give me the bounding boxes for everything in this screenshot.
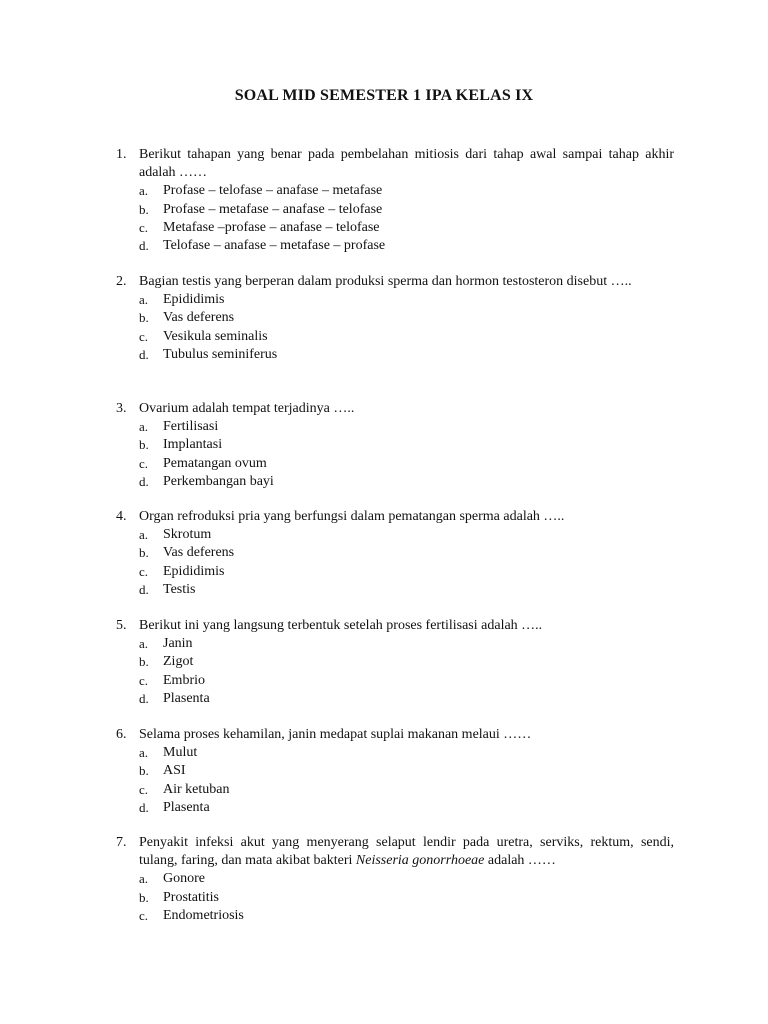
option-letter: c. <box>139 563 149 579</box>
option-letter: c. <box>139 328 149 344</box>
option-text: Air ketuban <box>163 781 230 797</box>
option-d <box>139 690 674 708</box>
option-letter: b. <box>139 310 149 326</box>
option-letter: b. <box>139 545 149 561</box>
option-text: Endometriosis <box>163 907 244 923</box>
option-text: Implantasi <box>163 437 223 453</box>
question-text: Berikut ini yang langsung terbentuk setelah proses fertilisasi adalah ….. <box>139 618 543 633</box>
bacteria-name: Neisseria gonorrhoeae <box>355 853 485 869</box>
option-text: Plasenta <box>163 799 210 815</box>
option-b <box>139 762 674 780</box>
option-a <box>139 635 674 653</box>
option-letter: b. <box>139 437 149 453</box>
question-number: 2. <box>116 274 127 289</box>
option-text: Profase – telofase – anafase – metafase <box>163 183 383 199</box>
option-b <box>139 544 674 562</box>
option-b <box>139 889 674 907</box>
option-text: Pematangan ovum <box>163 455 267 471</box>
option-text: Vesikula seminalis <box>163 328 268 344</box>
question-text: Ovarium adalah tempat terjadinya ….. <box>139 401 355 416</box>
option-letter: c. <box>139 219 149 235</box>
option-letter: d. <box>139 346 149 362</box>
option-c <box>139 328 674 346</box>
option-letter: c. <box>139 455 149 471</box>
option-a <box>139 744 674 762</box>
option-b <box>139 653 674 671</box>
question-2 <box>116 273 674 364</box>
option-text: Gonore <box>163 871 205 887</box>
option-text: Epididimis <box>163 563 225 579</box>
question-number: 5. <box>116 618 127 633</box>
option-b <box>139 201 674 219</box>
option-c <box>139 672 674 690</box>
option-text: Perkembangan bayi <box>163 473 274 489</box>
option-c <box>139 563 674 581</box>
question-text-after: adalah …… <box>484 853 556 869</box>
option-c <box>139 907 674 925</box>
option-letter: a. <box>139 745 149 761</box>
option-text: Mulut <box>163 745 198 761</box>
option-text: Testis <box>163 581 196 597</box>
option-letter: a. <box>139 419 149 435</box>
option-text: Telofase – anafase – metafase – profase <box>163 237 386 253</box>
option-a <box>139 526 674 544</box>
question-number: 4. <box>116 509 127 524</box>
option-letter: a. <box>139 871 149 887</box>
option-b <box>139 436 674 454</box>
option-letter: a. <box>139 292 149 308</box>
question-number: 3. <box>116 401 127 416</box>
option-text: Janin <box>163 636 193 652</box>
question-text: Organ refroduksi pria yang berfungsi dalam pematangan sperma adalah ….. <box>139 509 565 524</box>
option-letter: d. <box>139 473 149 489</box>
option-text: Metafase –profase – anafase – telofase <box>163 219 380 235</box>
option-d <box>139 581 674 599</box>
question-text-before: Penyakit infeksi akut yang menyerang selaput lendir pada uretra, serviks, rektum, sendi, tulang, faring, dan mata akibat bakteri <box>139 835 674 869</box>
option-text: ASI <box>163 763 186 779</box>
option-text: Vas deferens <box>163 310 235 326</box>
option-letter: d. <box>139 690 149 706</box>
question-6 <box>116 726 674 817</box>
option-letter: d. <box>139 237 149 253</box>
option-text: Skrotum <box>163 527 212 543</box>
question-number: 6. <box>116 727 127 742</box>
option-letter: b. <box>139 889 149 905</box>
question-5 <box>116 617 674 708</box>
question-1 <box>116 146 674 255</box>
question-number: 7. <box>116 835 127 850</box>
question-text: Selama proses kehamilan, janin medapat suplai makanan melaui …… <box>139 727 532 742</box>
option-c <box>139 219 674 237</box>
option-text: Tubulus seminiferus <box>163 346 278 362</box>
option-a <box>139 182 674 200</box>
question-7 <box>116 834 674 925</box>
option-letter: a. <box>139 636 149 652</box>
option-letter: c. <box>139 781 149 797</box>
question-4 <box>116 508 674 599</box>
option-a <box>139 291 674 309</box>
question-text <box>139 834 674 870</box>
option-d <box>139 237 674 255</box>
page-title: SOAL MID SEMESTER 1 IPA KELAS IX <box>234 87 534 104</box>
option-letter: b. <box>139 654 149 670</box>
option-text: Epididimis <box>163 292 225 308</box>
option-letter: b. <box>139 201 149 217</box>
option-text: Prostatitis <box>163 889 220 905</box>
option-text: Profase – metafase – anafase – telofase <box>163 201 383 217</box>
question-number: 1. <box>116 147 127 162</box>
option-c <box>139 781 674 799</box>
option-letter: a. <box>139 183 149 199</box>
option-b <box>139 309 674 327</box>
option-text: Zigot <box>163 654 194 670</box>
option-d <box>139 799 674 817</box>
option-letter: d. <box>139 581 149 597</box>
question-text: Berikut tahapan yang benar pada pembelahan mitiosis dari tahap awal sampai tahap akhir adalah …… <box>139 147 674 181</box>
question-3 <box>116 400 674 491</box>
option-letter: d. <box>139 799 149 815</box>
option-letter: b. <box>139 763 149 779</box>
option-letter: c. <box>139 907 149 923</box>
option-text: Fertilisasi <box>163 419 219 435</box>
question-text: Bagian testis yang berperan dalam produksi sperma dan hormon testosteron disebut ….. <box>139 274 632 289</box>
option-a <box>139 870 674 888</box>
option-letter: a. <box>139 527 149 543</box>
option-c <box>139 455 674 473</box>
option-a <box>139 418 674 436</box>
option-letter: c. <box>139 672 149 688</box>
option-text: Vas deferens <box>163 545 235 561</box>
option-d <box>139 346 674 364</box>
option-text: Embrio <box>163 672 205 688</box>
option-d <box>139 473 674 491</box>
option-text: Plasenta <box>163 690 210 706</box>
